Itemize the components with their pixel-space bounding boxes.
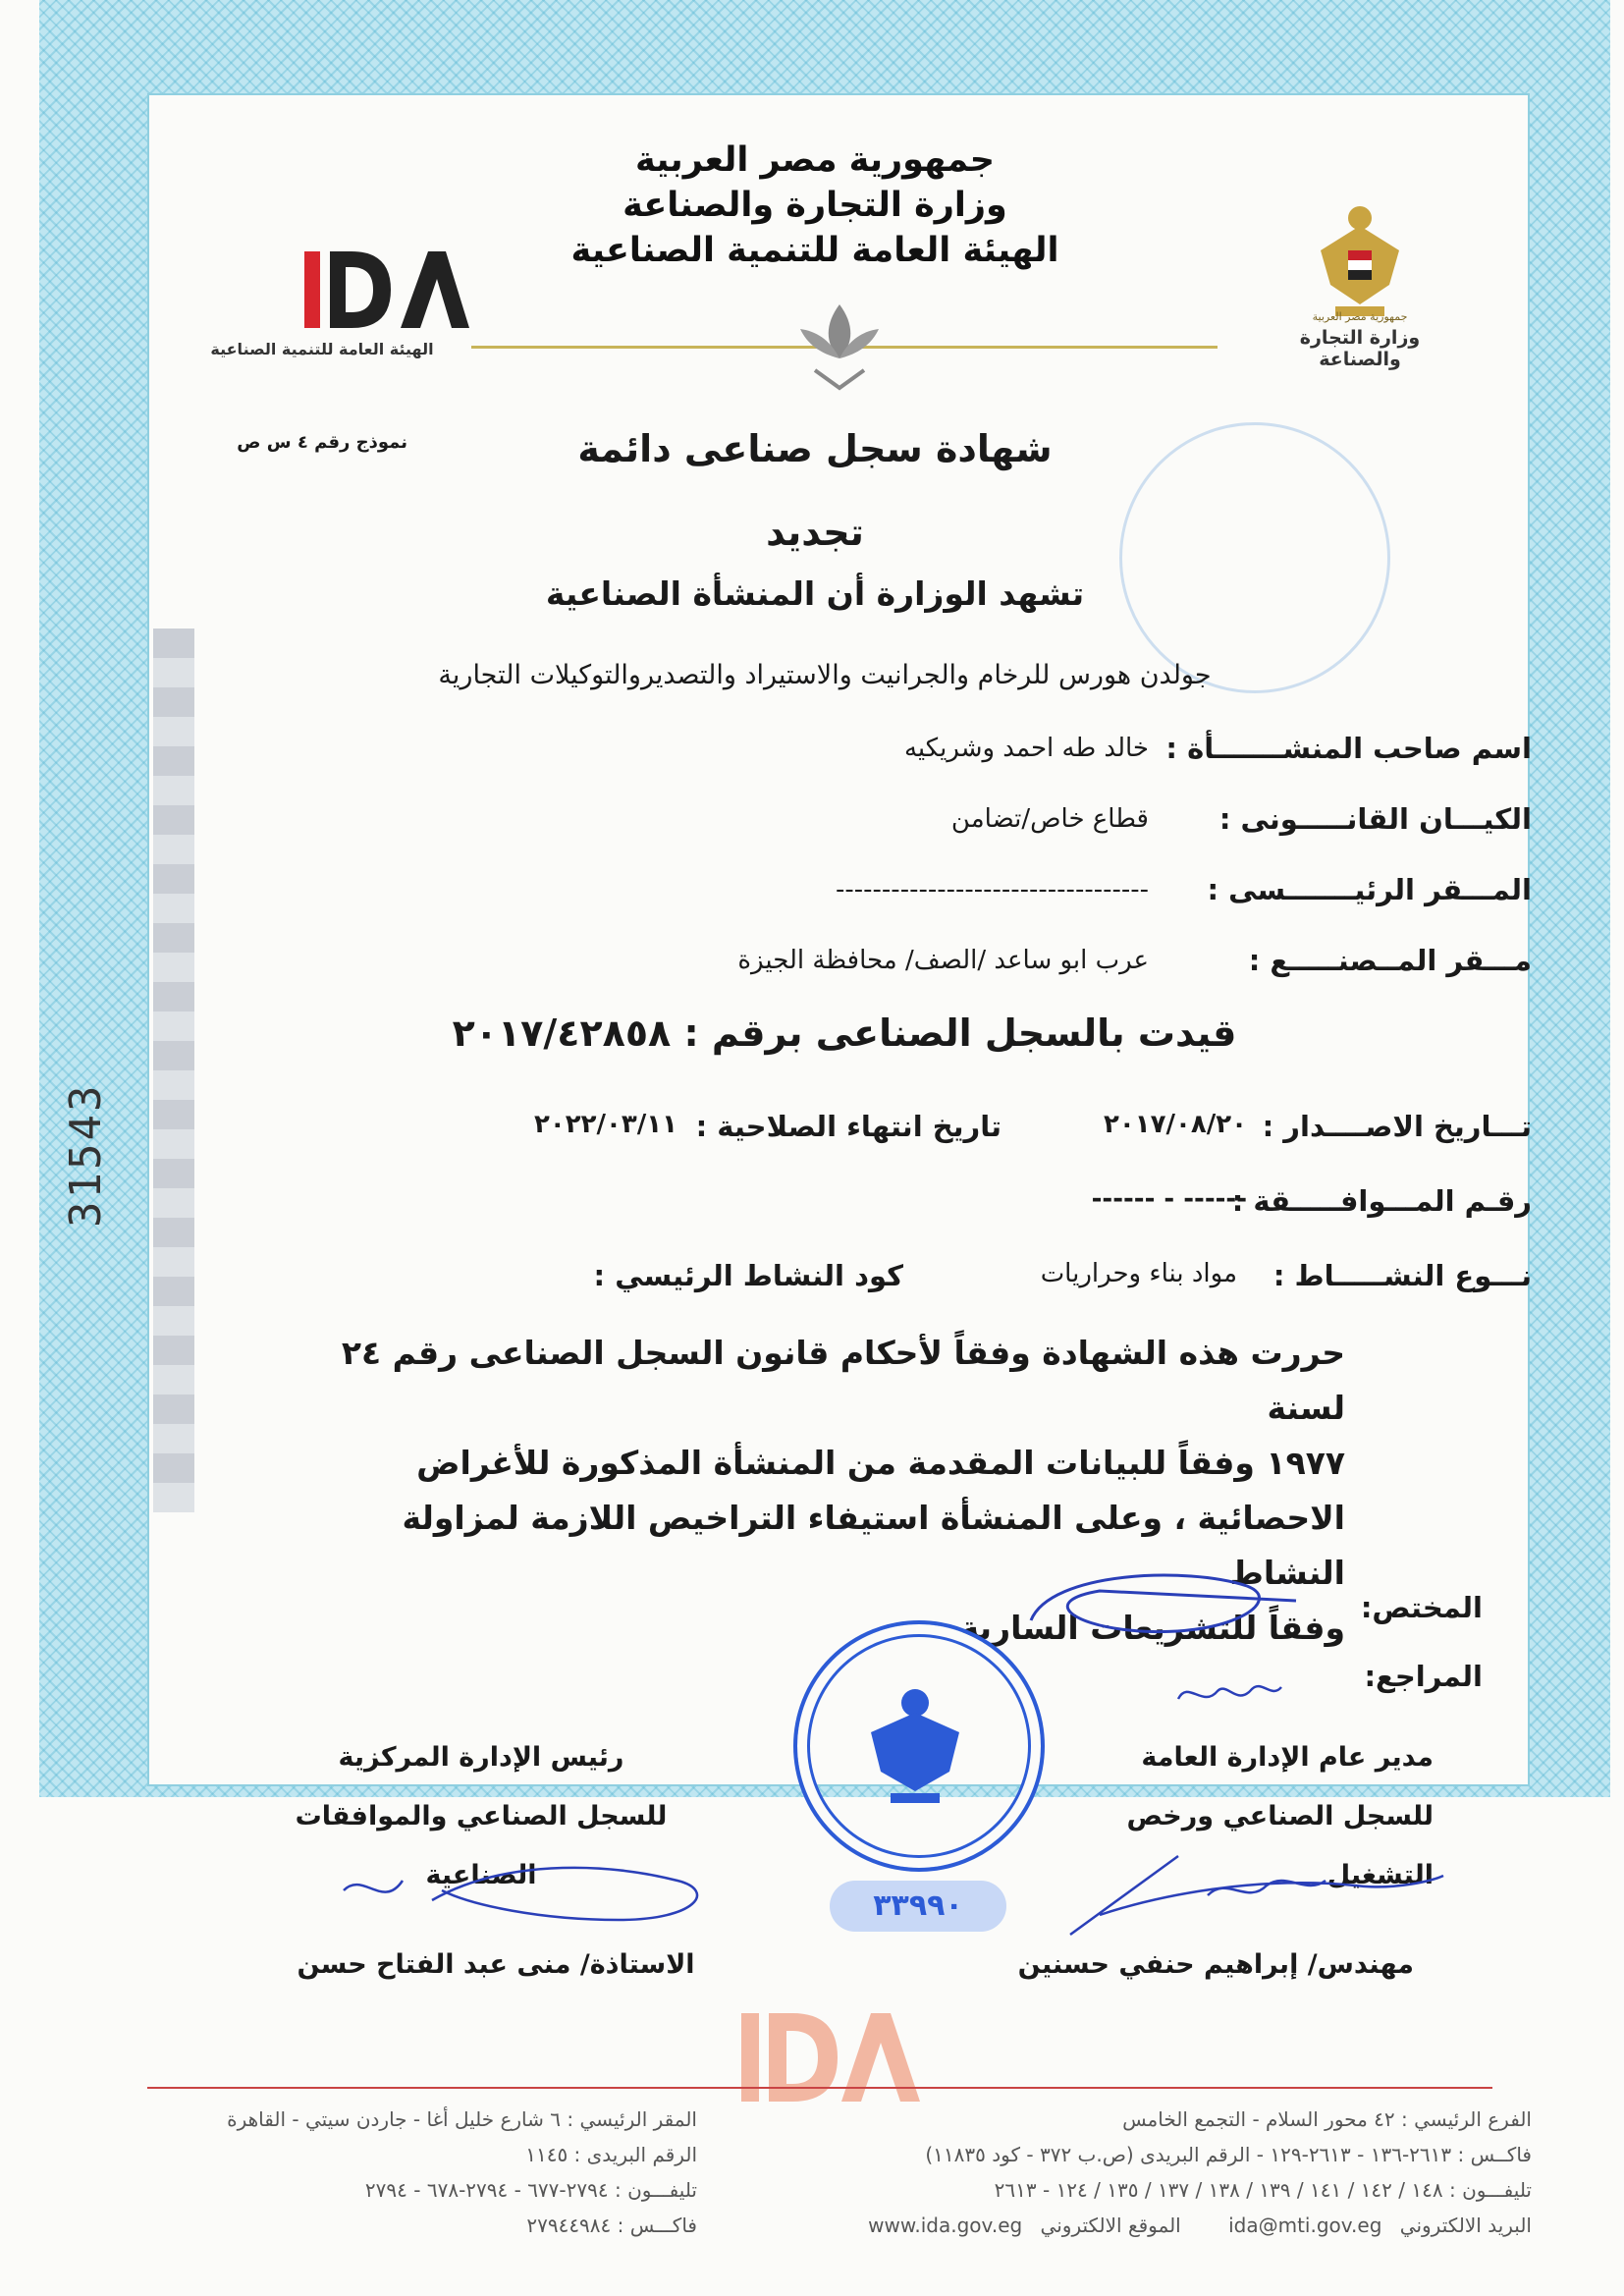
reviewer-label: المراجع:	[1364, 1660, 1483, 1693]
ida-watermark-icon	[731, 2003, 928, 2111]
stamp-number: ٣٣٩٩٠	[830, 1881, 1006, 1932]
factory-location-label: مـــقر المــصنـــــع :	[1248, 944, 1532, 977]
activity-type-value: مواد بناء وحراريات	[1040, 1259, 1237, 1288]
factory-location-value: عرب ابو ساعد /الصف/ محافظة الجيزة	[737, 946, 1149, 975]
lotus-ornament-icon	[795, 300, 884, 393]
watermark-seal	[1119, 422, 1390, 693]
activity-type-label: نـــوع النشـــــاط :	[1272, 1259, 1532, 1292]
header-republic: جمهورية مصر العربية	[635, 140, 995, 180]
stamp-eagle-icon	[797, 1624, 1033, 1860]
issue-date-label: تـــاريخ الاصــــدار :	[1262, 1110, 1532, 1143]
left-title-1: رئيس الإدارة المركزية	[338, 1742, 624, 1773]
footer-branch-phone: تليفـــون : ١٤٨ / ١٤٢ / ١٤١ / ١٣٩ / ١٣٨ / ١٣٧ / ١٣٥ / ١٢٤ - ٢٦١٣	[994, 2178, 1532, 2202]
footer-contact-line	[727, 2208, 1532, 2243]
ida-caption: الهيئة العامة للتنمية الصناعية	[210, 340, 434, 358]
dates-block	[245, 1110, 1532, 1306]
form-number: نموذج رقم ٤ س ص	[237, 432, 407, 453]
statement-line-2: ١٩٧٧ وفقاً للبيانات المقدمة من المنشأة المذكورة للأغراض	[416, 1444, 1345, 1482]
expiry-date-label: تاريخ انتهاء الصلاحية :	[695, 1110, 1001, 1143]
issue-date-value: ٢٠١٧/٠٨/٢٠	[1104, 1110, 1247, 1139]
legal-entity-value: قطاع خاص/تضامن	[950, 804, 1149, 834]
ministry-emblem	[1281, 196, 1438, 370]
statement-line-1: حررت هذه الشهادة وفقاً لأحكام قانون السجل الصناعى رقم ٢٤ لسنة	[341, 1334, 1345, 1427]
headquarters-label: المـــقر الرئيـــــــسى :	[1207, 873, 1532, 906]
statement-line-4: وفقاً للتشريعات السارية.	[947, 1609, 1345, 1647]
legal-entity-label: الكيـــان القانـــــونى :	[1218, 802, 1532, 836]
left-title-2: للسجل الصناعي والموافقات الصناعية	[295, 1801, 668, 1890]
footer-hq-po: الرقم البريدى : ١١٤٥	[525, 2143, 697, 2166]
footer-branch-info	[727, 2102, 1532, 2243]
footer-hq-phone: تليفـــون : ٢٧٩٤-٦٧٧ - ٢٧٩٤-٦٧٨ - ٢٧٩٤	[364, 2178, 697, 2202]
footer-hq-address: المقر الرئيسي : ٦ شارع خليل أغا - جاردن سيتي - القاهرة	[227, 2107, 697, 2131]
ida-logo-icon	[253, 246, 469, 334]
certificate-title: شهادة سجل صناعى دائمة	[577, 427, 1053, 470]
serial-number: 31543	[61, 1082, 111, 1228]
ida-security-strip	[153, 629, 194, 1512]
left-signature-icon	[324, 1851, 736, 1940]
footer-hq-fax: فاكـــس : ٢٧٩٤٤٩٨٤	[526, 2214, 697, 2237]
certificate-intro: تشهد الوزارة أن المنشأة الصناعية	[545, 574, 1085, 613]
left-signatory-name: الاستاذة/ منى عبد الفتاح حسن	[297, 1949, 695, 1980]
ida-logo	[175, 246, 469, 358]
owner-label: اسم صاحب المنشـــــــأة :	[1165, 732, 1532, 765]
ministry-caption: وزارة التجارة والصناعة	[1299, 327, 1421, 370]
expiry-date-value: ٢٠٢٢/٠٣/١١	[534, 1110, 677, 1139]
footer-hq-info	[147, 2102, 697, 2243]
registration-label: قيدت بالسجل الصناعى برقم :	[683, 1011, 1237, 1055]
specialist-signature-icon	[1011, 1561, 1306, 1669]
headquarters-value: ----------------------------------	[836, 875, 1149, 904]
eagle-caption: جمهورية مصر العربية	[1312, 310, 1408, 323]
header-ministry: وزارة التجارة والصناعة	[623, 186, 1007, 225]
header-block	[550, 137, 1080, 273]
registration-number: ٢٠١٧/٤٢٨٥٨	[452, 1011, 672, 1055]
footer-branch-fax: فاكــس : ٢٦١٣-١٣٦ - ٢٦١٣-١٢٩ - الرقم البريدى (ص.ب ٣٧٢ - كود ١١٨٣٥)	[925, 2143, 1532, 2166]
reviewer-signature-icon	[1168, 1669, 1286, 1719]
footer-email[interactable]: ida@mti.gov.eg	[1228, 2214, 1382, 2237]
right-signatory-name: مهندس/ إبراهيم حنفي حسنين	[1017, 1949, 1414, 1980]
eagle-icon	[1311, 196, 1409, 324]
certificate-subtitle: تجديد	[766, 511, 864, 554]
fields-block	[295, 732, 1532, 1046]
right-title-2: للسجل الصناعي ورخص التشغيل	[1126, 1801, 1434, 1890]
statement-line-3: الاحصائية ، وعلى المنشأة استيفاء التراخيص اللازمة لمزاولة النشاط	[402, 1499, 1345, 1592]
owner-value: خالد طه احمد وشريكيه	[903, 734, 1149, 763]
footer-website[interactable]: www.ida.gov.eg	[868, 2214, 1023, 2237]
footer-branch-address: الفرع الرئيسي : ٤٢ محور السلام - التجمع الخامس	[1122, 2107, 1532, 2131]
header-authority: الهيئة العامة للتنمية الصناعية	[570, 231, 1059, 270]
company-name: جولدن هورس للرخام والجرانيت والاستيراد والتصديروالتوكيلات التجارية	[438, 660, 1212, 690]
registration-line	[412, 1011, 1276, 1055]
approval-number-value: ------ - ------	[1091, 1184, 1247, 1214]
footer-email-label: البريد الالكتروني	[1399, 2214, 1532, 2237]
footer-rule	[147, 2087, 1492, 2089]
official-stamp	[793, 1620, 1045, 1872]
right-title-1: مدير عام الإدارة العامة	[1141, 1742, 1434, 1773]
right-signature-icon	[1060, 1836, 1453, 1954]
specialist-label: المختص:	[1360, 1591, 1483, 1624]
activity-code-label: كود النشاط الرئيسي :	[593, 1259, 903, 1292]
footer-website-label: الموقع الالكتروني	[1040, 2214, 1181, 2237]
approval-number-label: رقـم المـــوافـــــقة :	[1231, 1184, 1532, 1218]
